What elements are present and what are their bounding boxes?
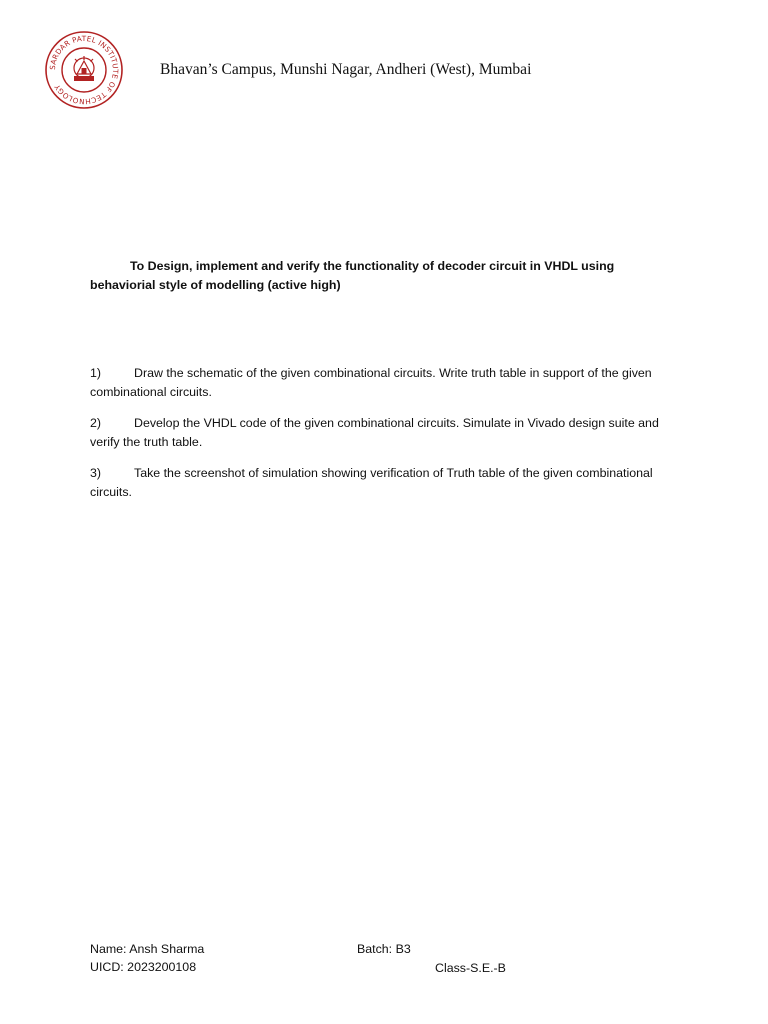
task-text: Draw the schematic of the given combinational circuits. Write truth table in support of the given combinational circuits.	[90, 366, 652, 399]
task-number: 1)	[90, 366, 102, 380]
institute-address: Bhavan’s Campus, Munshi Nagar, Andheri (West), Mumbai	[160, 61, 532, 78]
task-text: Develop the VHDL code of the given combinational circuits. Simulate in Vivado design suite and verify the truth table.	[90, 416, 659, 449]
task-list	[90, 364, 688, 514]
task-number: 2)	[90, 416, 102, 430]
student-uicd: UICD: 2023200108	[90, 960, 197, 974]
student-batch: Batch: B3	[357, 942, 411, 956]
logo-ring-text: SARDAR PATEL INSTITUTE OF TECHNOLOGY	[47, 33, 121, 107]
task-text: Take the screenshot of simulation showing verification of Truth table of the given combinational circuits.	[90, 466, 653, 499]
institute-logo-icon	[44, 30, 124, 110]
task-item	[90, 414, 688, 452]
task-number: 3)	[90, 466, 102, 480]
student-class: Class-S.E.-B	[435, 961, 506, 975]
task-item	[90, 464, 688, 502]
student-name: Name: Ansh Sharma	[90, 942, 205, 956]
aim-heading: To Design, implement and verify the functionality of decoder circuit in VHDL using behaviorial style of modelling (active high)	[90, 259, 615, 292]
task-item	[90, 364, 688, 402]
